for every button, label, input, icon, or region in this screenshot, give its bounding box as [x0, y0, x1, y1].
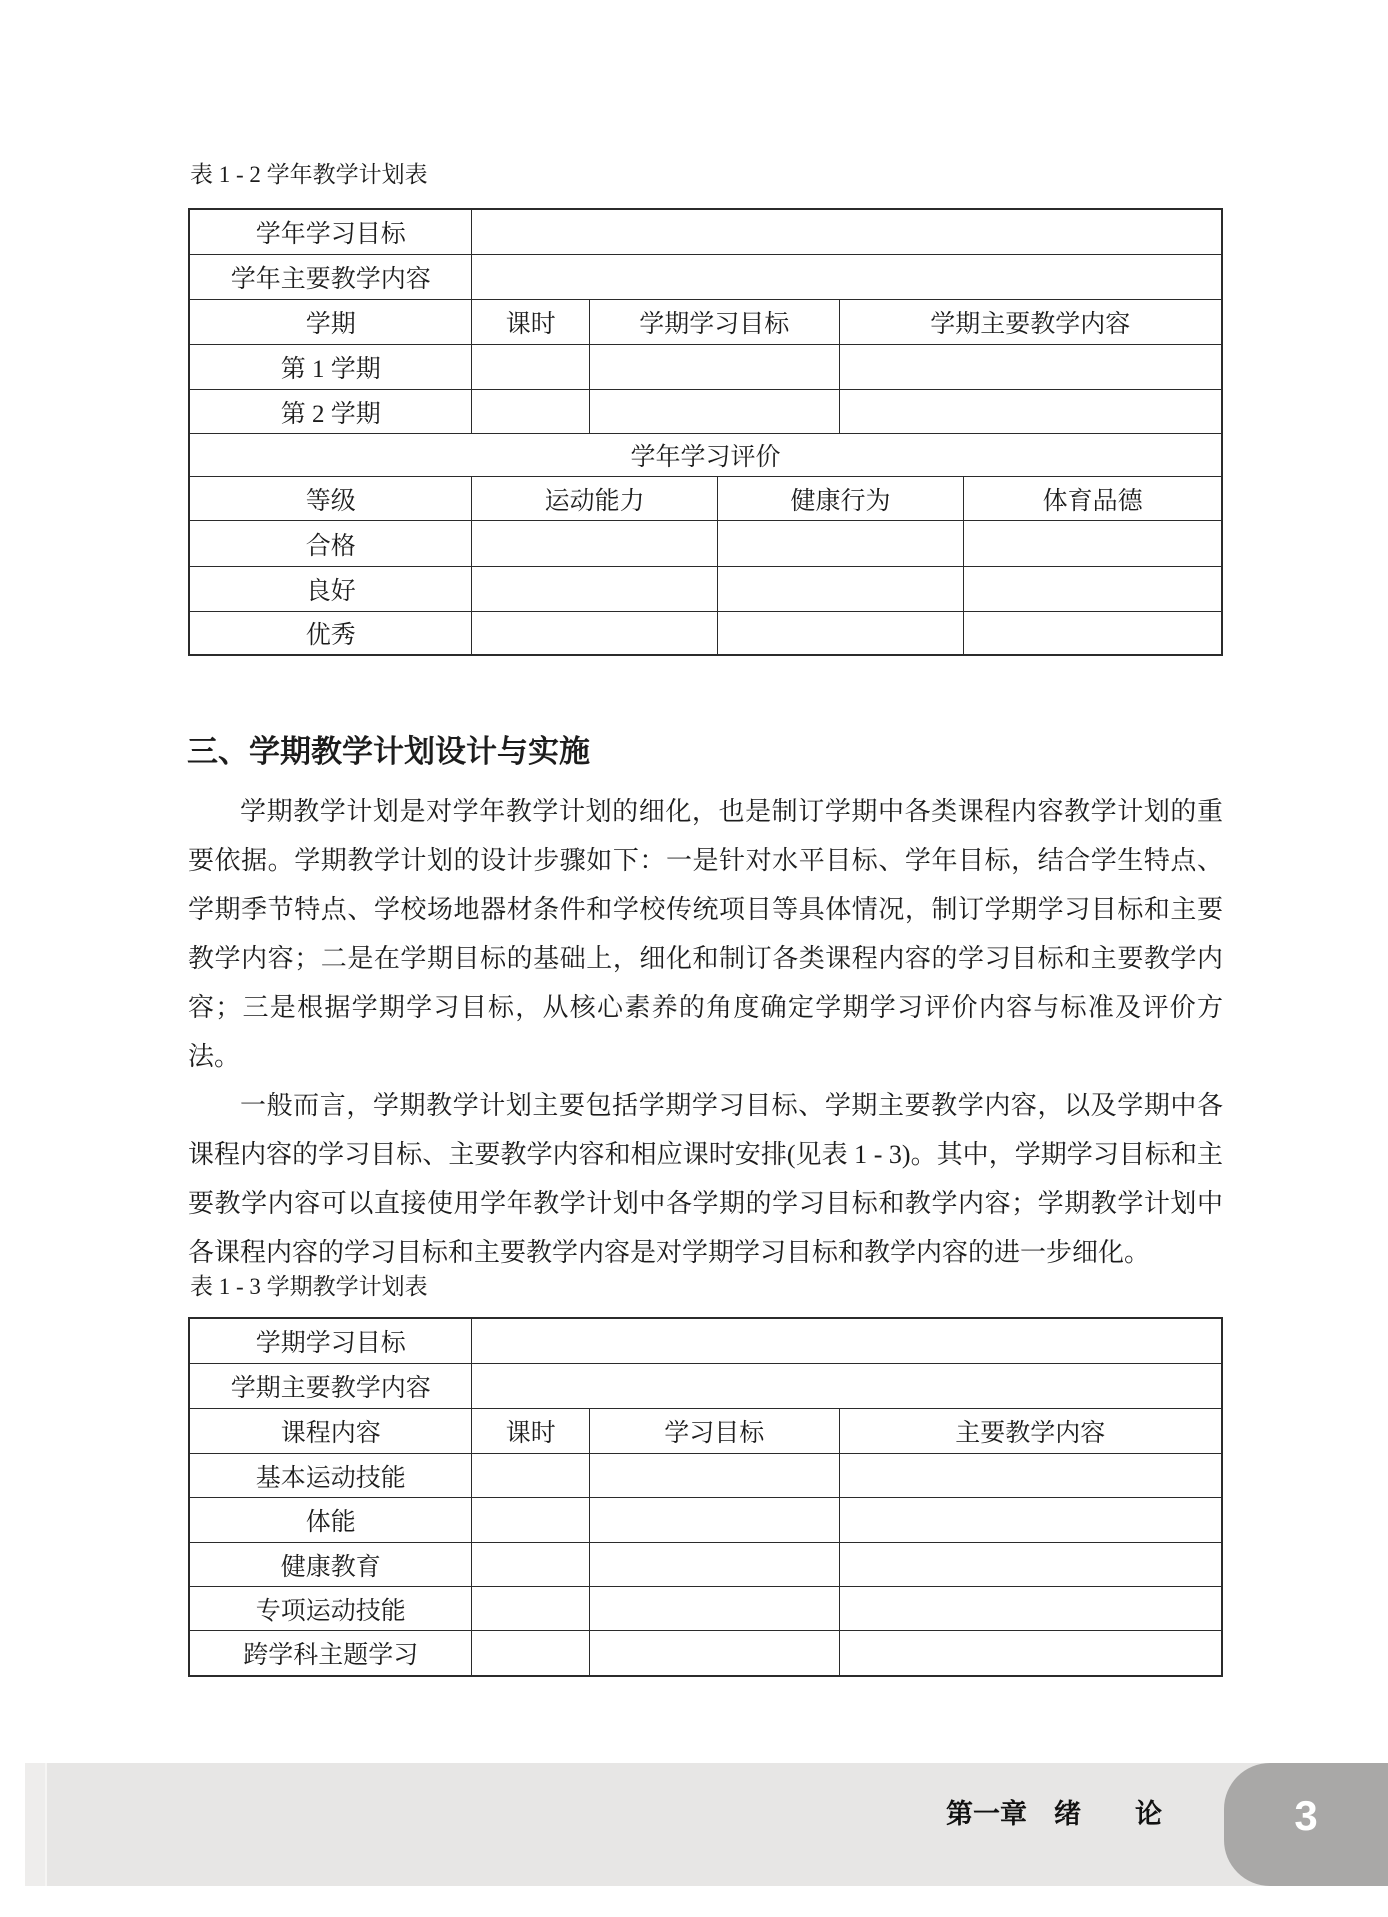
footer-chapter-title: 第一章 绪 论 — [946, 1799, 1162, 1829]
annual-goal-label-cell: 学年学习目标 — [190, 210, 472, 255]
annual-plan-table — [188, 208, 1223, 656]
course-interdisciplinary-cell: 跨学科主题学习 — [190, 1631, 472, 1675]
annual-content-label-cell: 学年主要教学内容 — [190, 255, 472, 300]
paragraph-2: 一般而言，学期教学计划主要包括学期学习目标、学期主要教学内容，以及学期中各课程内容的学习目标、主要教学内容和相应课时安排(见表 1 - 3)。其中，学期学习目标和主要教学内容可以直接使用学年教学计划中各学期的学习目标和教学内容；学期教学计划中各课程内容的学习目标和主要教学内容是对学期学习目标和教学内容的进一步细化。 — [188, 1091, 1223, 1267]
header-cell-learning-goal: 学习目标 — [590, 1409, 840, 1454]
empty-cell — [472, 1454, 590, 1498]
empty-cell — [840, 390, 1221, 434]
header-cell-semester-content: 学期主要教学内容 — [840, 300, 1221, 345]
annual-goal-empty-cell — [472, 210, 1221, 255]
header-cell-sports-morality: 体育品德 — [964, 477, 1221, 521]
evaluation-title-cell: 学年学习评价 — [190, 434, 1221, 477]
semester-goal-empty-cell — [472, 1319, 1221, 1364]
empty-cell — [964, 567, 1221, 612]
header-cell-health-behavior: 健康行为 — [718, 477, 964, 521]
footer-band — [25, 1763, 1388, 1886]
semester-table-caption: 表 1 - 3 学期教学计划表 — [190, 1274, 428, 1299]
semester2-label-cell: 第 2 学期 — [190, 390, 472, 434]
empty-cell — [472, 1631, 590, 1675]
empty-cell — [472, 521, 717, 567]
empty-cell — [718, 612, 964, 654]
course-special-sports-skills-cell: 专项运动技能 — [190, 1587, 472, 1631]
annual-content-empty-cell — [472, 255, 1221, 300]
footer-band-notch — [25, 1763, 47, 1886]
header-cell-grade: 等级 — [190, 477, 472, 521]
grade-pass-cell: 合格 — [190, 521, 472, 567]
header-cell-motor-ability: 运动能力 — [472, 477, 717, 521]
empty-cell — [472, 567, 717, 612]
body-text — [188, 787, 1223, 1277]
empty-cell — [964, 521, 1221, 567]
header-cell-semester: 学期 — [190, 300, 472, 345]
semester-content-empty-cell — [472, 1364, 1221, 1409]
empty-cell — [590, 1587, 840, 1631]
empty-cell — [590, 1543, 840, 1587]
annual-plan-table-upper — [190, 210, 1221, 477]
semester-goal-label-cell: 学期学习目标 — [190, 1319, 472, 1364]
empty-cell — [472, 1543, 590, 1587]
page-number: 3 — [1294, 1791, 1318, 1839]
empty-cell — [590, 1631, 840, 1675]
semester-plan-table — [188, 1317, 1223, 1677]
course-health-education-cell: 健康教育 — [190, 1543, 472, 1587]
footer-page-tab — [1224, 1763, 1388, 1886]
semester-plan-table-grid — [190, 1319, 1221, 1675]
empty-cell — [590, 1498, 840, 1543]
semester1-label-cell: 第 1 学期 — [190, 345, 472, 390]
empty-cell — [590, 345, 840, 390]
paragraph-1: 学期教学计划是对学年教学计划的细化，也是制订学期中各类课程内容教学计划的重要依据。学期教学计划的设计步骤如下：一是针对水平目标、学年目标，结合学生特点、学期季节特点、学校场地器材条件和学校传统项目等具体情况，制订学期学习目标和主要教学内容；二是在学期目标的基础上，细化和制订各类课程内容的学习目标和主要教学内容；三是根据学期学习目标，从核心素养的角度确定学期学习评价内容与标准及评价方法。 — [188, 797, 1223, 1071]
empty-cell — [472, 612, 717, 654]
empty-cell — [472, 1498, 590, 1543]
empty-cell — [964, 612, 1221, 654]
annual-table-caption: 表 1 - 2 学年教学计划表 — [190, 162, 428, 187]
empty-cell — [840, 345, 1221, 390]
course-physical-fitness-cell: 体能 — [190, 1498, 472, 1543]
header-cell-semester-goal: 学期学习目标 — [590, 300, 840, 345]
header-cell-class-hours: 课时 — [472, 1409, 590, 1454]
header-cell-main-content: 主要教学内容 — [840, 1409, 1221, 1454]
empty-cell — [718, 521, 964, 567]
empty-cell — [840, 1587, 1221, 1631]
grade-good-cell: 良好 — [190, 567, 472, 612]
empty-cell — [472, 390, 590, 434]
header-cell-course-content: 课程内容 — [190, 1409, 472, 1454]
grade-excellent-cell: 优秀 — [190, 612, 472, 654]
course-basic-motor-skills-cell: 基本运动技能 — [190, 1454, 472, 1498]
empty-cell — [472, 345, 590, 390]
empty-cell — [718, 567, 964, 612]
semester-content-label-cell: 学期主要教学内容 — [190, 1364, 472, 1409]
empty-cell — [840, 1543, 1221, 1587]
empty-cell — [590, 390, 840, 434]
empty-cell — [840, 1498, 1221, 1543]
annual-plan-table-evaluation — [190, 477, 1221, 654]
empty-cell — [590, 1454, 840, 1498]
empty-cell — [472, 1587, 590, 1631]
empty-cell — [840, 1631, 1221, 1675]
section-heading: 三、学期教学计划设计与实施 — [187, 734, 590, 769]
empty-cell — [840, 1454, 1221, 1498]
header-cell-hours: 课时 — [472, 300, 590, 345]
